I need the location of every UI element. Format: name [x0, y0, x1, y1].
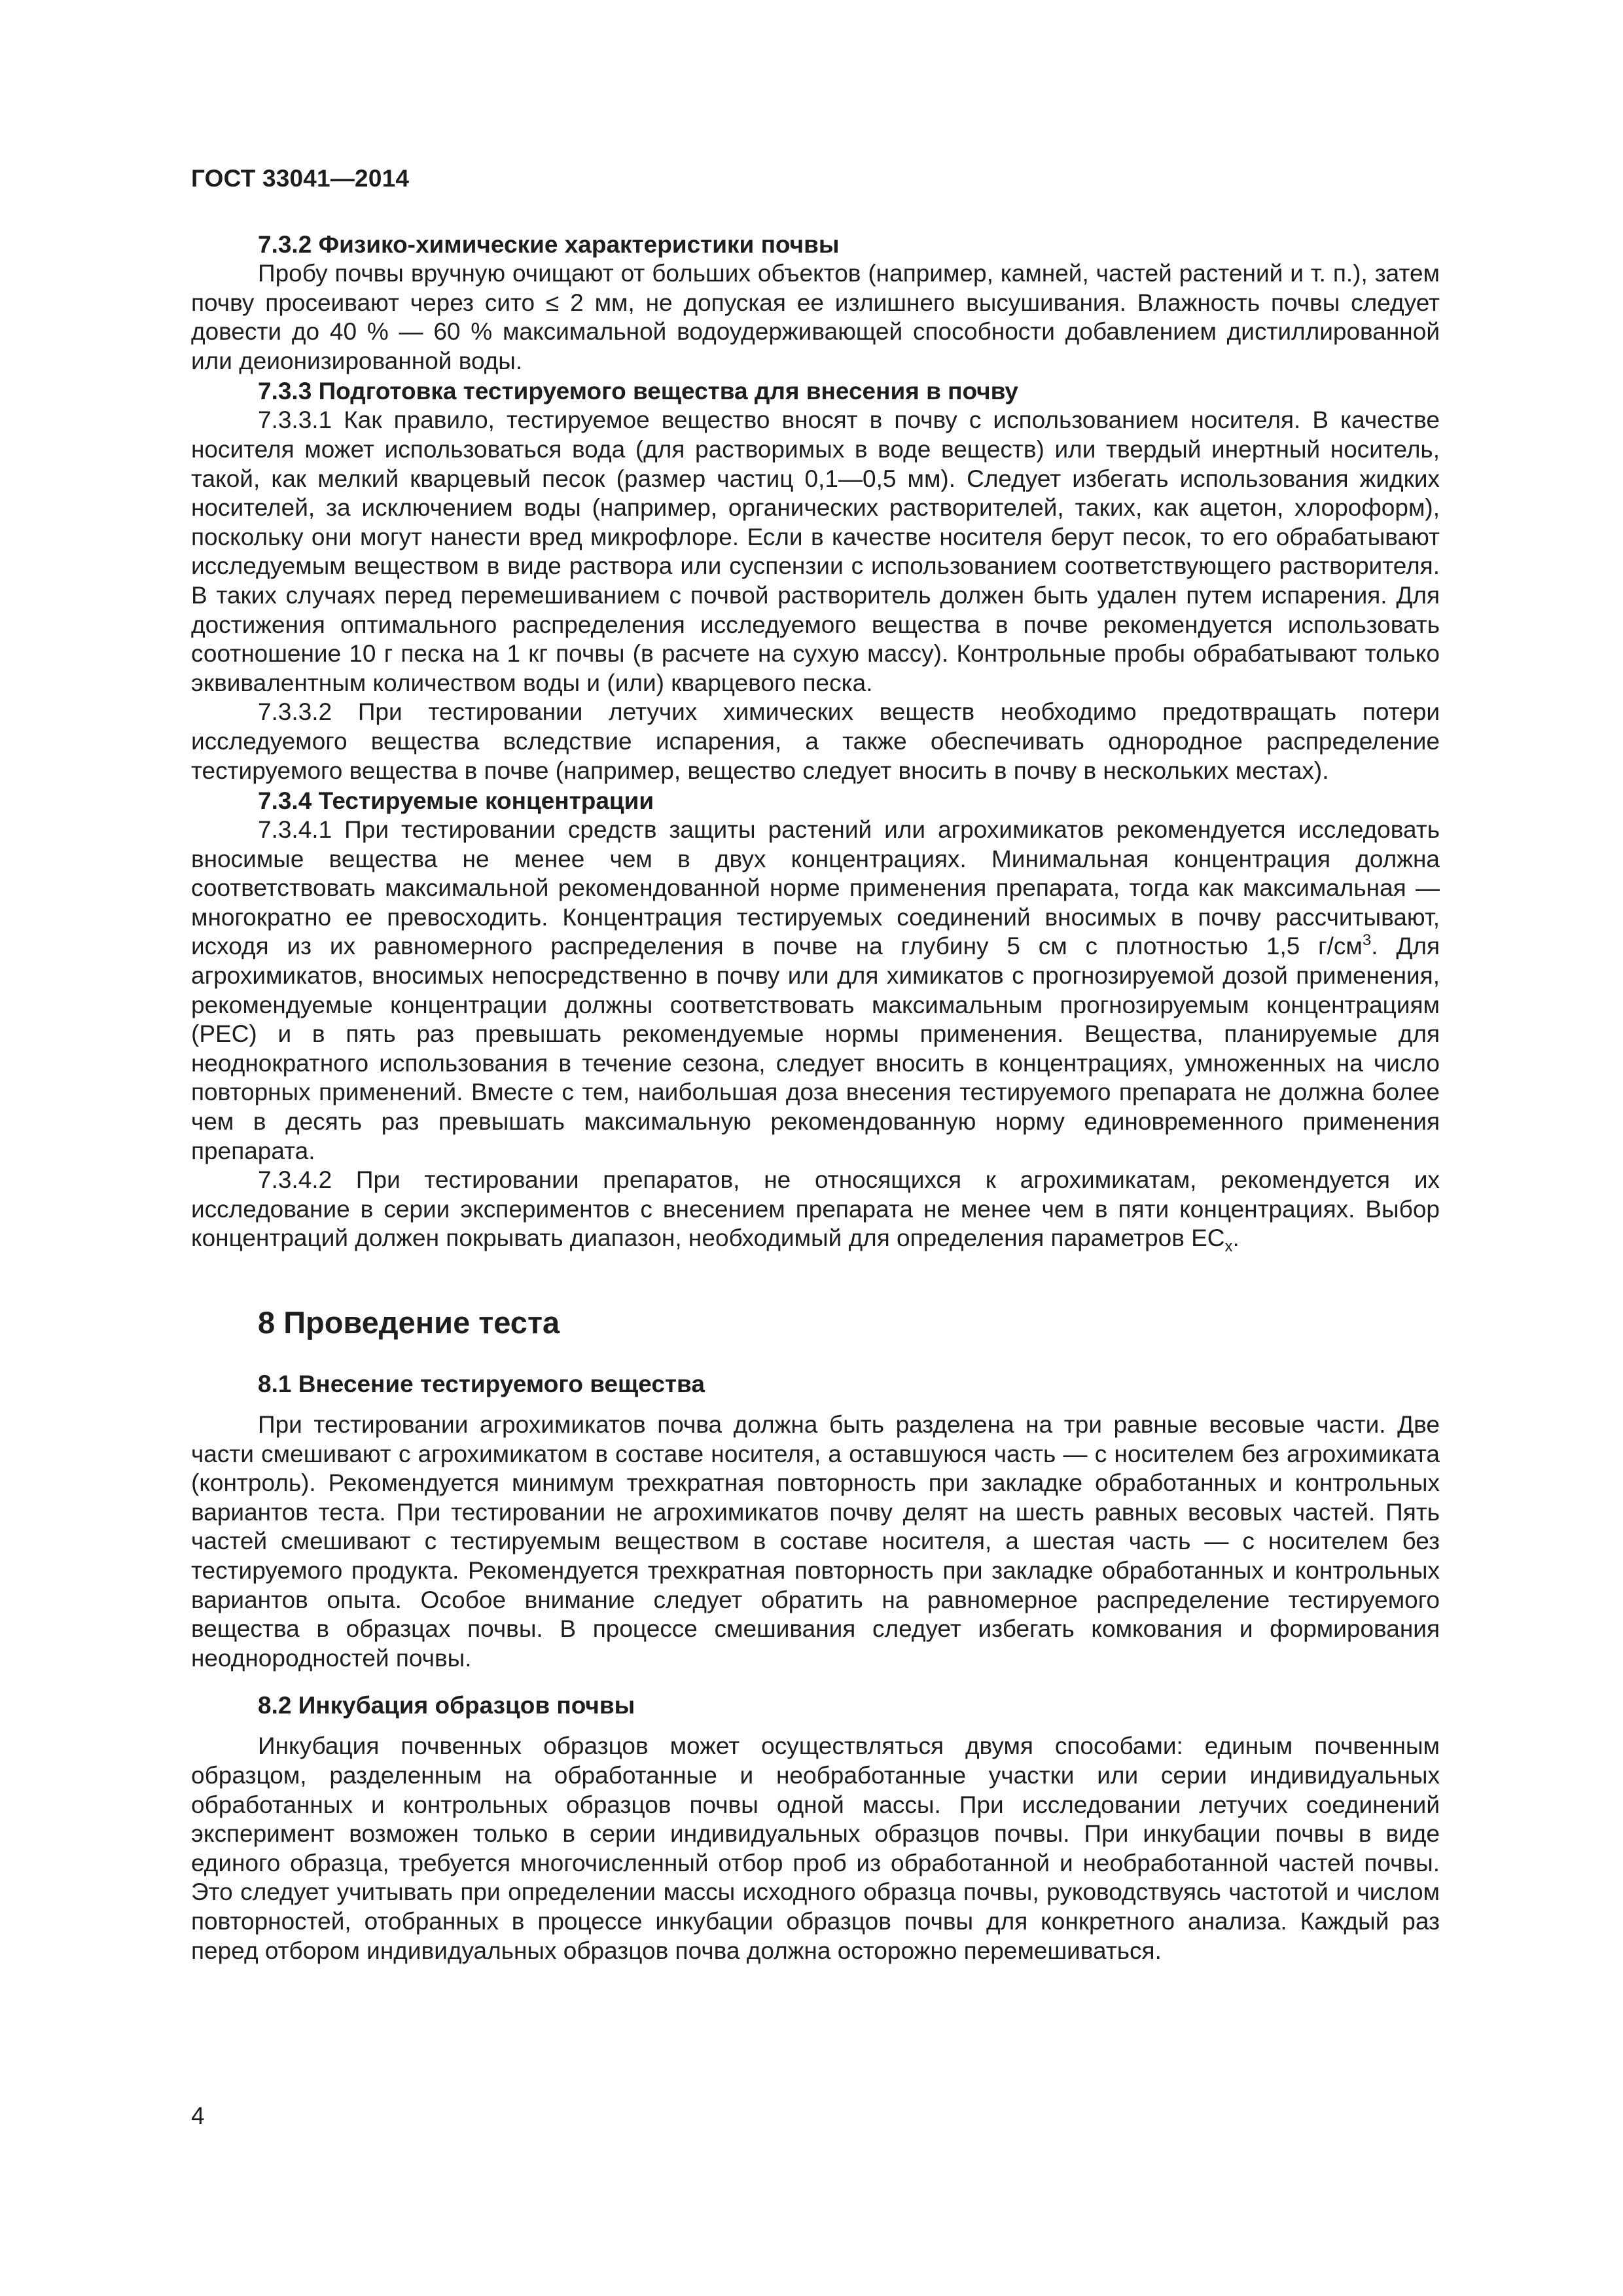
section-8-1-heading: 8.1 Внесение тестируемого вещества	[258, 1371, 705, 1397]
section-8-1-paragraph: При тестировании агрохимикатов почва должна быть разделена на три равные весовые части. Две части смешивают с агрохимикатом в составе носителя, а оставшуюся часть — с носителем без агрохимиката (контроль). Рекомендуется минимум трехкратная повторность при закладке обработанных и контрольных вариантов теста. При тестировании не агрохимикатов почву делят на шесть равных весовых частей. Пять частей смешивают с тестируемым веществом в составе носителя, а шестая часть — с носителем без тестируемого продукта. Рекомендуется трехкратная повторность при закладке обработанных и контрольных вариантов опыта. Особое внимание следует обратить на равномерное распределение тестируемого вещества в образцах почвы. В процессе смешивания следует избегать комкования и формирования неоднородностей почвы.	[191, 1411, 1440, 1672]
section-7-3-4-2-text-a: 7.3.4.2 При тестировании препаратов, не относящихся к агрохимикатам, рекомендуется их исследование в серии экспериментов с внесением препарата не менее чем в пяти концентрациях. Выбор концентраций должен покрывать диапазон, необходимый для определения параметров EC	[191, 1166, 1440, 1252]
section-7-3-3-2-paragraph: 7.3.3.2 При тестировании летучих химических веществ необходимо предотвращать потери исследуемого вещества вследствие испарения, а также обеспечивать однородное распределение тестируемого вещества в почве (например, вещество следует вносить в почву в нескольких местах).	[191, 698, 1440, 784]
section-7-3-4-2-text-b: .	[1232, 1225, 1240, 1252]
section-7-3-4-heading: 7.3.4 Тестируемые концентрации	[258, 787, 654, 815]
page-number: 4	[191, 2102, 205, 2129]
section-8-2-heading: 8.2 Инкубация образцов почвы	[258, 1692, 635, 1719]
section-8-heading: 8 Проведение теста	[258, 1305, 560, 1340]
section-7-3-4-1-paragraph	[191, 816, 1440, 1166]
section-7-3-4-1-text-b: . Для агрохимикатов, вносимых непосредственно в почву или для химикатов с прогнозируемой дозой применения, рекомендуемые концентрации должны соответствовать максимальным прогнозируемым концентрациям (PEC) и в пять раз превышать рекомендуемые нормы применения. Вещества, планируемые для неоднократного использования в течение сезона, следует вносить в концентрациях, умноженных на число повторных применений. Вместе с тем, наибольшая доза внесения тестируемого препарата не должна более чем в десять раз превышать максимальную рекомендованную норму единовременного применения препарата.	[191, 933, 1440, 1164]
density-exponent: 3	[1362, 931, 1372, 950]
document-header: ГОСТ 33041—2014	[191, 165, 410, 192]
section-7-3-3-heading: 7.3.3 Подготовка тестируемого вещества для внесения в почву	[258, 378, 1019, 405]
ec-subscript: x	[1224, 1238, 1233, 1256]
section-7-3-4-2-paragraph	[191, 1166, 1440, 1256]
section-7-3-3-1-paragraph: 7.3.3.1 Как правило, тестируемое вещество вносят в почву с использованием носителя. В качестве носителя может использоваться вода (для растворимых в воде веществ) или твердый инертный носитель, такой, как мелкий кварцевый песок (размер частиц 0,1—0,5 мм). Следует избегать использования жидких носителей, за исключением воды (например, органических растворителей, таких, как ацетон, хлороформ), поскольку они могут нанести вред микрофлоре. Если в качестве носителя берут песок, то его обрабатывают исследуемым веществом в виде раствора или суспензии с использованием соответствующего растворителя. В таких случаях перед перемешиванием с почвой растворитель должен быть удален путем испарения. Для достижения оптимального распределения исследуемого вещества в почве рекомендуется использовать соотношение 10 г песка на 1 кг почвы (в расчете на сухую массу). Контрольные пробы обрабатывают только эквивалентным количеством воды и (или) кварцевого песка.	[191, 406, 1440, 696]
section-7-3-4-1-text-a: 7.3.4.1 При тестировании средств защиты растений или агрохимикатов рекомендуется исследовать вносимые вещества не менее чем в двух концентрациях. Минимальная концентрация должна соответствовать максимальной рекомендованной норме применения препарата, тогда как максимальная — многократно ее превосходить. Концентрация тестируемых соединений вносимых в почву рассчитывают, исходя из их равномерного распределения в почве на глубину 5 см с плотностью 1,5 г/см	[191, 816, 1440, 960]
document-body	[191, 230, 1440, 1965]
section-7-3-2-heading: 7.3.2 Физико-химические характеристики почвы	[258, 231, 840, 258]
section-7-3-2-paragraph: Пробу почвы вручную очищают от больших объектов (например, камней, частей растений и т. п.), затем почву просеивают через сито ≤ 2 мм, не допуская ее излишнего высушивания. Влажность почвы следует довести до 40 % — 60 % максимальной водоудерживающей способности добавлением дистиллированной или деионизированной воды.	[191, 260, 1440, 374]
section-8-2-paragraph: Инкубация почвенных образцов может осуществляться двумя способами: единым почвенным образцом, разделенным на обработанные и необработанные участки или серии индивидуальных обработанных и контрольных образцов почвы одной массы. При исследовании летучих соединений эксперимент возможен только в серии индивидуальных образцов почвы. При инкубации почвы в виде единого образца, требуется многочисленный отбор проб из обработанной и необработанной частей почвы. Это следует учитывать при определении массы исходного образца почвы, руководствуясь частотой и числом повторностей, отобранных в процессе инкубации образцов почвы для конкретного анализа. Каждый раз перед отбором индивидуальных образцов почва должна осторожно перемешиваться.	[191, 1732, 1440, 1964]
